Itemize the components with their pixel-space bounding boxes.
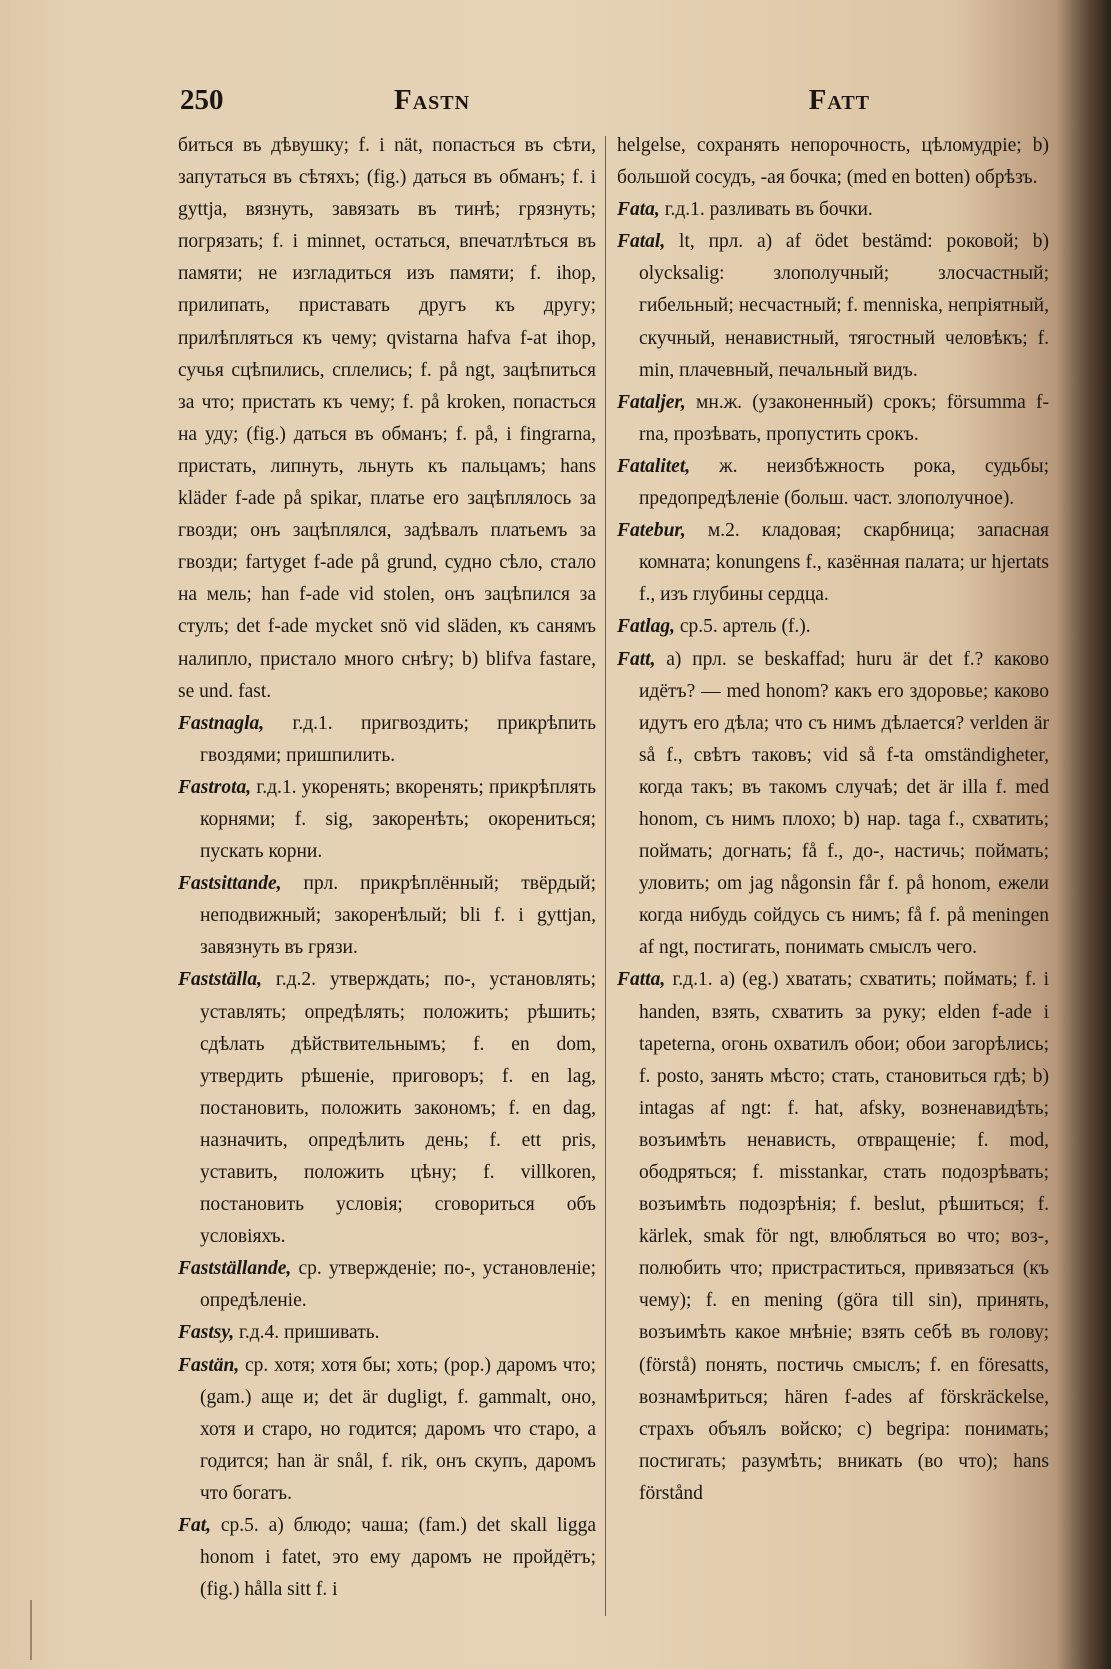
dictionary-entry: Fata, г.д.1. разливать въ бочки. (617, 199, 873, 221)
headword: Fatebur, (617, 520, 686, 542)
dictionary-entry: Fatal, lt, прл. а) af ödet bestämd: роковой; b) olycksalig: злополучный; злосчастный; гибельный; несчастный; f. menniska, непріятный, скучный, ненавистный, тягостный человѣкъ; f. min, плачевный, печальный видъ. (617, 231, 1049, 381)
dictionary-entry: Fat, ср.5. а) блюдо; чаша; (fam.) det skall ligga honom i fatet, это ему даромъ не пройдётъ; (fig.) hålla sitt f. i (178, 1515, 596, 1601)
page-edge-mark (30, 1600, 32, 1660)
page-header (180, 84, 870, 124)
dictionary-entry: Fatt, а) прл. se beskaffad; huru är det f.? каково идётъ? — med honom? какъ его здоровье; каково идутъ его дѣла; что съ нимъ дѣлается? verlden är så f., свѣтъ таковъ; vid så f-ta omständigheter, когда такъ; въ такомъ случаѣ; det är illa f. med honom, съ нимъ плохо; b) нар. taga f., схватить; поймать; догнать; få f., до-, настичь; поймать; уловить; om jag någonsin får f. på honom, ежели когда нибудь сойдусь съ нимъ; få f. på meningen af ngt, постигать, понимать смыслъ чего. (617, 648, 1049, 959)
dictionary-entry: Fatebur, м.2. кладовая; скарбница; запасная комната; konungens f., казённая палата; ur hjertats f., изъ глубины сердца. (617, 520, 1049, 606)
headword: Fastän, (178, 1354, 240, 1376)
headword: Fataljer, (617, 391, 686, 413)
headword: Fastnagla, (178, 712, 265, 734)
dictionary-entry: Fastsittande, прл. прикрѣплённый; твёрдый; неподвижный; закоренѣлый; bli f. i gyttjan, завязнуть въ грязи. (178, 873, 596, 959)
dictionary-entry: Fastställa, г.д.2. утверждать; по-, установлять; уставлять; опредѣлять; положить; рѣшить; сдѣлать дѣйствительнымъ; f. en dom, утвердить рѣшеніе, приговоръ; f. en lag, постановить, положить закономъ; f. en dag, назначить, опредѣлить день; f. ett pris, уставить, положить цѣну; f. villkoren, постановить условія; сговориться объ условіяхъ. (178, 969, 596, 1248)
headword: Fatta, (617, 969, 666, 991)
guide-word-left: Fastn (394, 84, 471, 116)
column-divider (605, 136, 606, 1616)
dictionary-entry: Fastställande, ср. утвержденіе; по-, установленіе; опредѣленіе. (178, 1258, 596, 1312)
right-column (617, 130, 1049, 1640)
dictionary-entry: Fatlag, ср.5. артель (f.). (617, 616, 811, 638)
headword: Fatal, (617, 231, 666, 253)
dictionary-entry: Fastsy, г.д.4. пришивать. (178, 1322, 380, 1344)
page-number: 250 (180, 84, 224, 116)
dictionary-entry: Fatta, г.д.1. а) (eg.) хватать; схватить; поймать; f. i handen, взять, схватить за руку; elden f-ade i tapeterna, огонь охватилъ обои; обои загорѣлись; f. posto, занять мѣсто; стать, становиться гдѣ; b) intagas af ngt: f. hat, afsky, возненавидѣть; возъимѣть ненависть, отвращеніе; f. mod, ободряться; f. misstankar, стать подозрѣвать; возъимѣть подозрѣнія; f. beslut, рѣшиться; f. kärlek, smak för ngt, влюбляться во что; воз-, полюбить что; пристраститься, привязаться (къ чему); f. en mening (göra till sin), принять, возъимѣть какое мнѣніе; взять себѣ въ голову; (förstå) понять, постичь смыслъ; f. en föresatts, вознамѣриться; hären f-ades af förskräckelse, страхъ объялъ войско; c) begripa: понимать; постигать; разумѣть; вникать (во что); hans förstånd (617, 969, 1049, 1504)
dictionary-entry: Fatalitet, ж. неизбѣжность рока, судьбы; предопредѣленіе (больш. част. злополучное). (617, 455, 1049, 510)
headword: Fat, (178, 1515, 212, 1537)
headword: Fastställa, (178, 969, 262, 991)
headword: Fastrota, (178, 776, 252, 798)
dictionary-entry: Fataljer, мн.ж. (узаконенный) срокъ; försumma f-rna, прозѣвать, пропустить срокъ. (617, 391, 1049, 445)
headword: Fastsy, (178, 1322, 235, 1344)
dictionary-entry: helgelse, сохранять непорочность, цѣломудріе; b) большой сосудъ, -ая бочка; (med en botten) обрѣзъ. (617, 135, 1049, 189)
headword: Fatlag, (617, 616, 675, 638)
headword: Fastsittande, (178, 873, 282, 895)
dictionary-entry: Fastrota, г.д.1. укоренять; вкоренять; прикрѣплять корнями; f. sig, закоренѣть; окорениться; пускать корни. (178, 776, 596, 863)
guide-word-right: Fatt (808, 84, 870, 116)
dictionary-entry: биться въ дѣвушку; f. i nät, попасться въ сѣти, запутаться въ сѣтяхъ; (fig.) даться въ обманъ; f. i gyttja, вязнуть, завязать въ тинѣ; грязнуть; погрязать; f. i minnet, остаться, впечатлѣться въ памяти; не изгладиться изъ памяти; f. ihop, прилипать, приставать другъ къ другу; прилѣпляться къ чему; qvistarna hafva f-at ihop, сучья сцѣпились, сплелись; f. på ngt, зацѣпиться за что; пристать къ чему; f. på kroken, попасться на уду; (fig.) даться въ обманъ; f. på, i fingrarna, пристать, липнуть, льнуть къ пальцамъ; hans kläder f-ade på spikar, платье его зацѣплялось за гвозди; онъ зацѣплялся, задѣвалъ платьемъ за гвозди; fartyget f-ade på grund, судно сѣло, стало на мель; han f-ade vid stolen, онъ зацѣпился за стулъ; det f-ade mycket snö vid släden, къ санямъ налипло, пристало много снѣгу; b) blifva fastare, se und. fast. (178, 135, 596, 702)
dictionary-entry: Fastnagla, г.д.1. пригвоздить; прикрѣпить гвоздями; пришпилить. (178, 712, 596, 766)
headword: Fata, (617, 199, 660, 221)
headword: Fatalitet, (617, 455, 691, 477)
headword: Fatt, (617, 648, 656, 670)
left-column (178, 130, 596, 1640)
headword: Fastställande, (178, 1258, 292, 1280)
dictionary-entry: Fastän, ср. хотя; хотя бы; хоть; (pop.) даромъ что; (gam.) аще и; det är dugligt, f. gammalt, оно, хотя и старо, но годится; даромъ что старо, а годится; han är snål, f. rik, онъ скупъ, даромъ что богатъ. (178, 1354, 596, 1504)
